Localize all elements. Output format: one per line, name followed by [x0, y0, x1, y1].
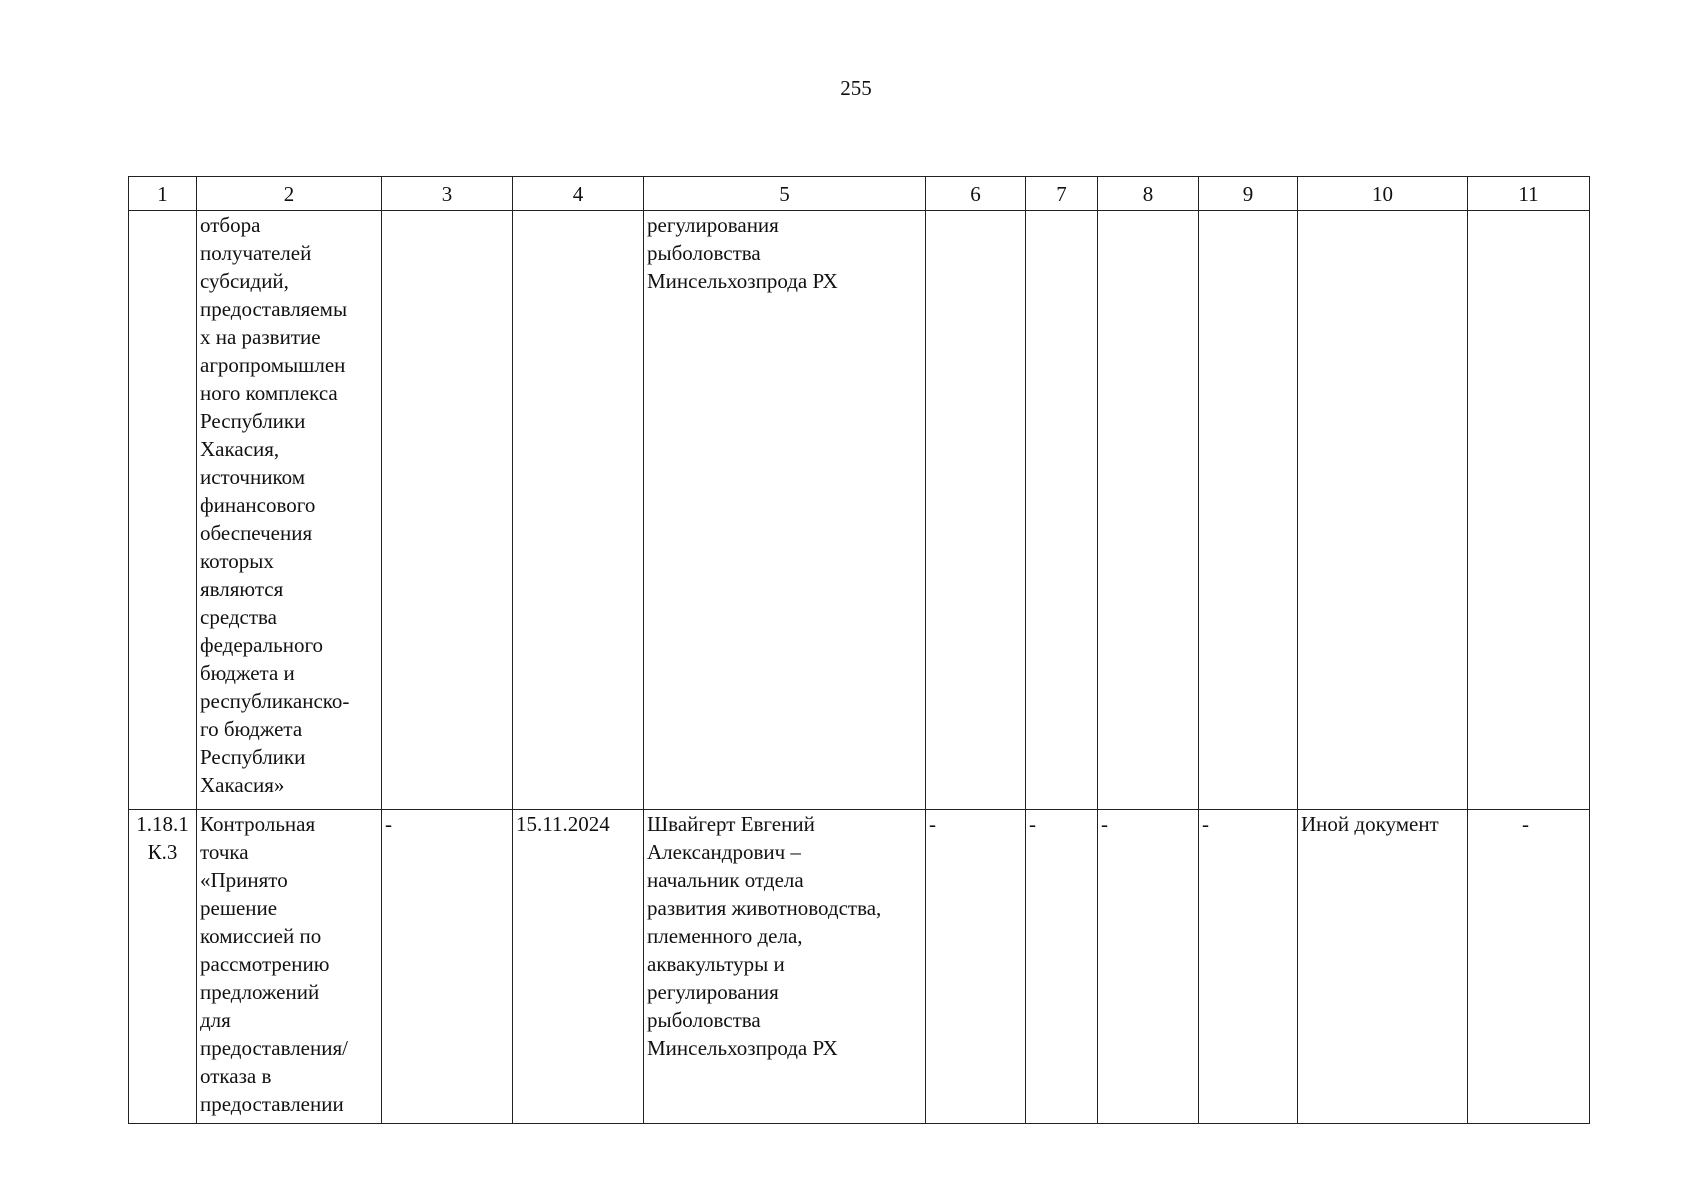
table-cell: - [1199, 810, 1298, 1124]
page-number: 255 [840, 76, 872, 100]
header-row [129, 177, 1590, 211]
table-cell: - [382, 810, 513, 1124]
row-number-cell [129, 211, 197, 810]
date-cell: 15.11.2024 [513, 810, 644, 1124]
plan-table [128, 176, 1590, 1124]
table-cell [1468, 211, 1590, 810]
table-row [129, 810, 1590, 1124]
header-cell: 5 [644, 177, 926, 211]
table-cell: - [926, 810, 1026, 1124]
header-cell: 6 [926, 177, 1026, 211]
table-cell [1026, 211, 1098, 810]
row-number-cell: 1.18.1 К.3 [129, 810, 197, 1124]
table-cell [1199, 211, 1298, 810]
table-cell [382, 211, 513, 810]
document-type-cell [1298, 211, 1468, 810]
table-cell: - [1026, 810, 1098, 1124]
responsible-cell: регулирования рыболовства Минсельхозпрода РХ [644, 211, 926, 810]
header-cell: 11 [1468, 177, 1590, 211]
header-cell: 10 [1298, 177, 1468, 211]
table-cell: - [1098, 810, 1199, 1124]
header-cell: 9 [1199, 177, 1298, 211]
header-cell: 2 [197, 177, 382, 211]
responsible-cell: Швайгерт Евгений Александрович – начальник отдела развития животноводства, племенного дела, аквакультуры и регулирования рыболовства Минсельхозпрода РХ [644, 810, 926, 1124]
header-cell: 4 [513, 177, 644, 211]
header-cell: 1 [129, 177, 197, 211]
table-cell: - [1468, 810, 1590, 1124]
event-name-cell: Контрольная точка «Принято решение комиссией по рассмотрению предложений для предоставления/ отказа в предоставлении [197, 810, 382, 1124]
header-cell: 8 [1098, 177, 1199, 211]
table-row [129, 211, 1590, 810]
event-name-cell: отбора получателей субсидий, предоставляемы х на развитие агропромышлен ного комплекса Республики Хакасия, источником финансового обеспечения которых являются средства федерального бюджета и республиканско- го бюджета Республики Хакасия» [197, 211, 382, 810]
table-cell [1098, 211, 1199, 810]
table-cell [926, 211, 1026, 810]
header-cell: 7 [1026, 177, 1098, 211]
document-type-cell: Иной документ [1298, 810, 1468, 1124]
header-cell: 3 [382, 177, 513, 211]
date-cell [513, 211, 644, 810]
